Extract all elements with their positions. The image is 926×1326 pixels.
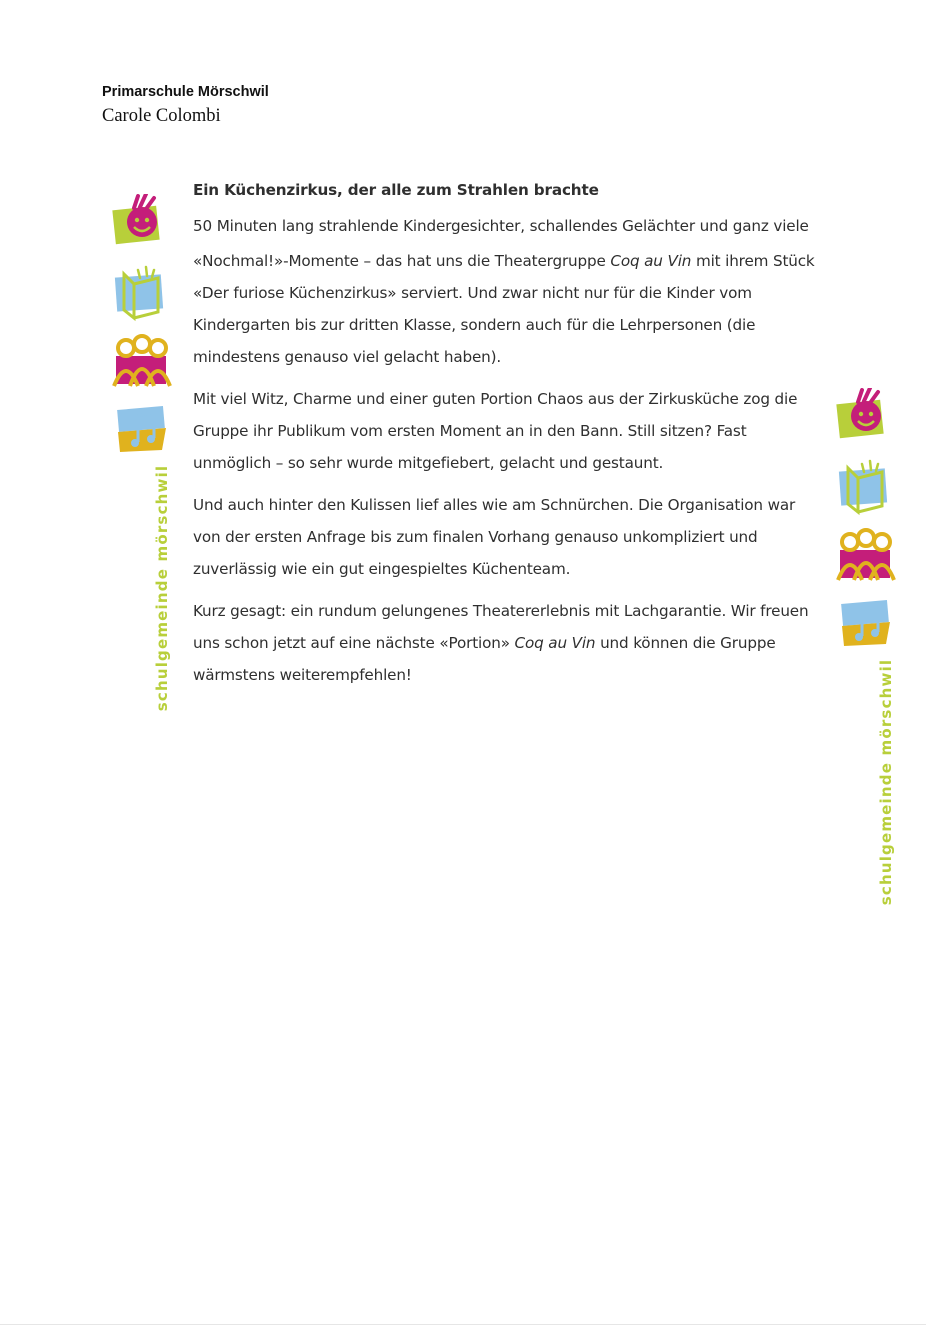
smiling-face-icon — [108, 194, 172, 258]
article-paragraph-4 — [193, 595, 818, 691]
author-name: Carole Colombi — [102, 106, 221, 126]
article — [193, 178, 818, 701]
school-wordmark-left: schulgemeinde mörschwil — [153, 464, 171, 712]
school-logo-left — [108, 194, 172, 466]
article-paragraph-1 — [193, 245, 818, 373]
article-paragraph-3: Und auch hinter den Kulissen lief alles wie am Schnürchen. Die Organisation war von der ersten Anfrage bis zum finalen Vorhang genauso unkompliziert und zuverlässig wie ein gut eingespieltes Küchenteam. — [193, 496, 796, 578]
group-name-emphasis: Coq au Vin — [610, 252, 692, 270]
paragraph-1-text-a: «Nochmal!»-Momente – das hat uns die Theatergruppe — [193, 252, 611, 270]
music-notes-icon — [832, 592, 896, 656]
smiling-face-icon — [832, 388, 896, 452]
article-paragraph-2: Mit viel Witz, Charme und einer guten Portion Chaos aus der Zirkusküche zog die Gruppe ihr Publikum vom ersten Moment an in den Bann. Still sitzen? Fast unmöglich – so sehr wurde mitgefiebert, gelacht und gestaunt. — [193, 390, 798, 472]
music-notes-icon — [108, 398, 172, 462]
article-title: Ein Küchenzirkus, der alle zum Strahlen brachte — [193, 181, 599, 199]
group-name-emphasis: Coq au Vin — [514, 634, 596, 652]
paragraph-4-text-b: und können die Gruppe wärmstens weiterempfehlen! — [193, 634, 776, 684]
school-logo-right — [832, 388, 896, 660]
paragraph-1-text-b: mit ihrem Stück «Der furiose Küchenzirkus» serviert. Und zwar nicht nur für die Kinder vom Kindergarten bis zur dritten Klasse, sondern auch für die Lehrpersonen (die mindestens genauso viel gelacht haben). — [193, 252, 815, 366]
article-intro: 50 Minuten lang strahlende Kindergesichter, schallendes Gelächter und ganz viele — [193, 217, 809, 235]
book-icon — [832, 456, 896, 520]
children-group-icon — [108, 330, 172, 394]
book-icon — [108, 262, 172, 326]
school-wordmark-right: schulgemeinde mörschwil — [877, 658, 895, 906]
organization-name: Primarschule Mörschwil — [102, 84, 269, 100]
page-bottom-edge — [0, 1324, 926, 1325]
paragraph-4-text-a: Kurz gesagt: ein rundum gelungenes Theatererlebnis mit Lachgarantie. Wir freuen uns schon jetzt auf eine nächste «Portion» — [193, 602, 809, 652]
children-group-icon — [832, 524, 896, 588]
